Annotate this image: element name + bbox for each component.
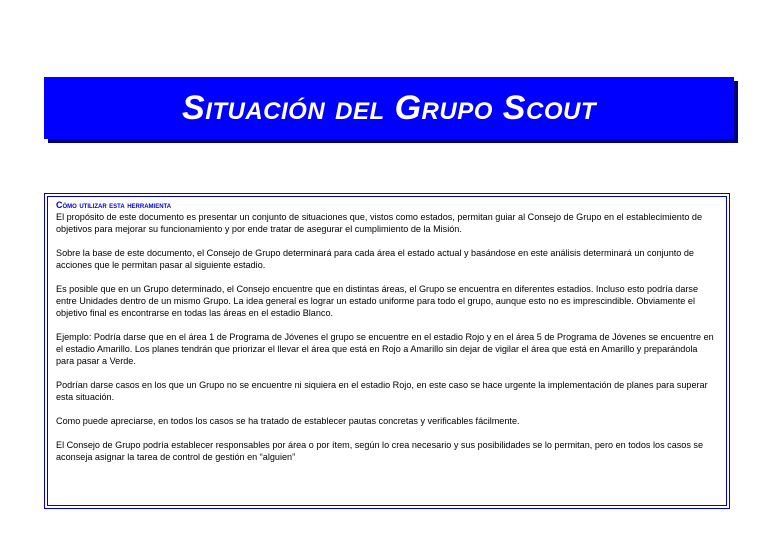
paragraph-below-red: Podrían darse casos en los que un Grupo no se encuentre ni siquiera en el estadio Rojo, en este caso se hace urgente la implementación de planes para superar esta situación.	[56, 380, 708, 402]
paragraph-possibility: Es posible que en un Grupo determinado, el Consejo encuentre que en distintas áreas, el Grupo se encuentra en diferentes estadios. Incluso esto podría darse entre Unidades dentro de un mismo Grupo. La idea general es lograr un estado uniforme para todo el grupo, aunque esto no es imprescindible. Obviamente el objetivo final es encontrarse en todas las áreas en el estadio Blanco.	[56, 284, 699, 318]
section-heading: Cómo utilizar esta herramienta	[56, 200, 172, 210]
paragraph-purpose: El propósito de este documento es presentar un conjunto de situaciones que, vistos como estados, permitan guiar al Consejo de Grupo en el establecimiento de objetivos para mejorar su funcionamiento y por ende tratar de asegurar el cumplimiento de la Misión.	[56, 212, 703, 234]
page-title: Situación del Grupo Scout	[182, 88, 596, 127]
paragraph-responsibles: El Consejo de Grupo podría establecer responsables por área o por ítem, según lo crea necesario y sus posibilidades se lo permitan, pero en todos los casos se aconseja asignar la tarea de control de gestión en “alguien”	[56, 440, 704, 462]
title-banner	[44, 77, 734, 139]
paragraph-basis: Sobre la base de este documento, el Consejo de Grupo determinará para cada área el estado actual y basándose en este análisis determinará un conjunto de acciones que le permitan pasar al siguiente estadio.	[56, 248, 694, 270]
paragraph-verifiable: Como puede apreciarse, en todos los casos se ha tratado de establecer pautas concretas y verificables fácilmente.	[56, 416, 520, 426]
instructions-inner-frame	[47, 196, 727, 506]
paragraph-example: Ejemplo: Podría darse que en el área 1 de Programa de Jóvenes el grupo se encuentre en el estadio Rojo y en el área 5 de Programa de Jóvenes se encuentre en el estadio Amarillo. Los planes tendrán que priorizar el llevar el área que está en Rojo a Amarillo sin dejar de vigilar el área que está en Amarillo y preparándola para pasar a Verde.	[56, 332, 714, 366]
instructions-box	[44, 193, 730, 509]
